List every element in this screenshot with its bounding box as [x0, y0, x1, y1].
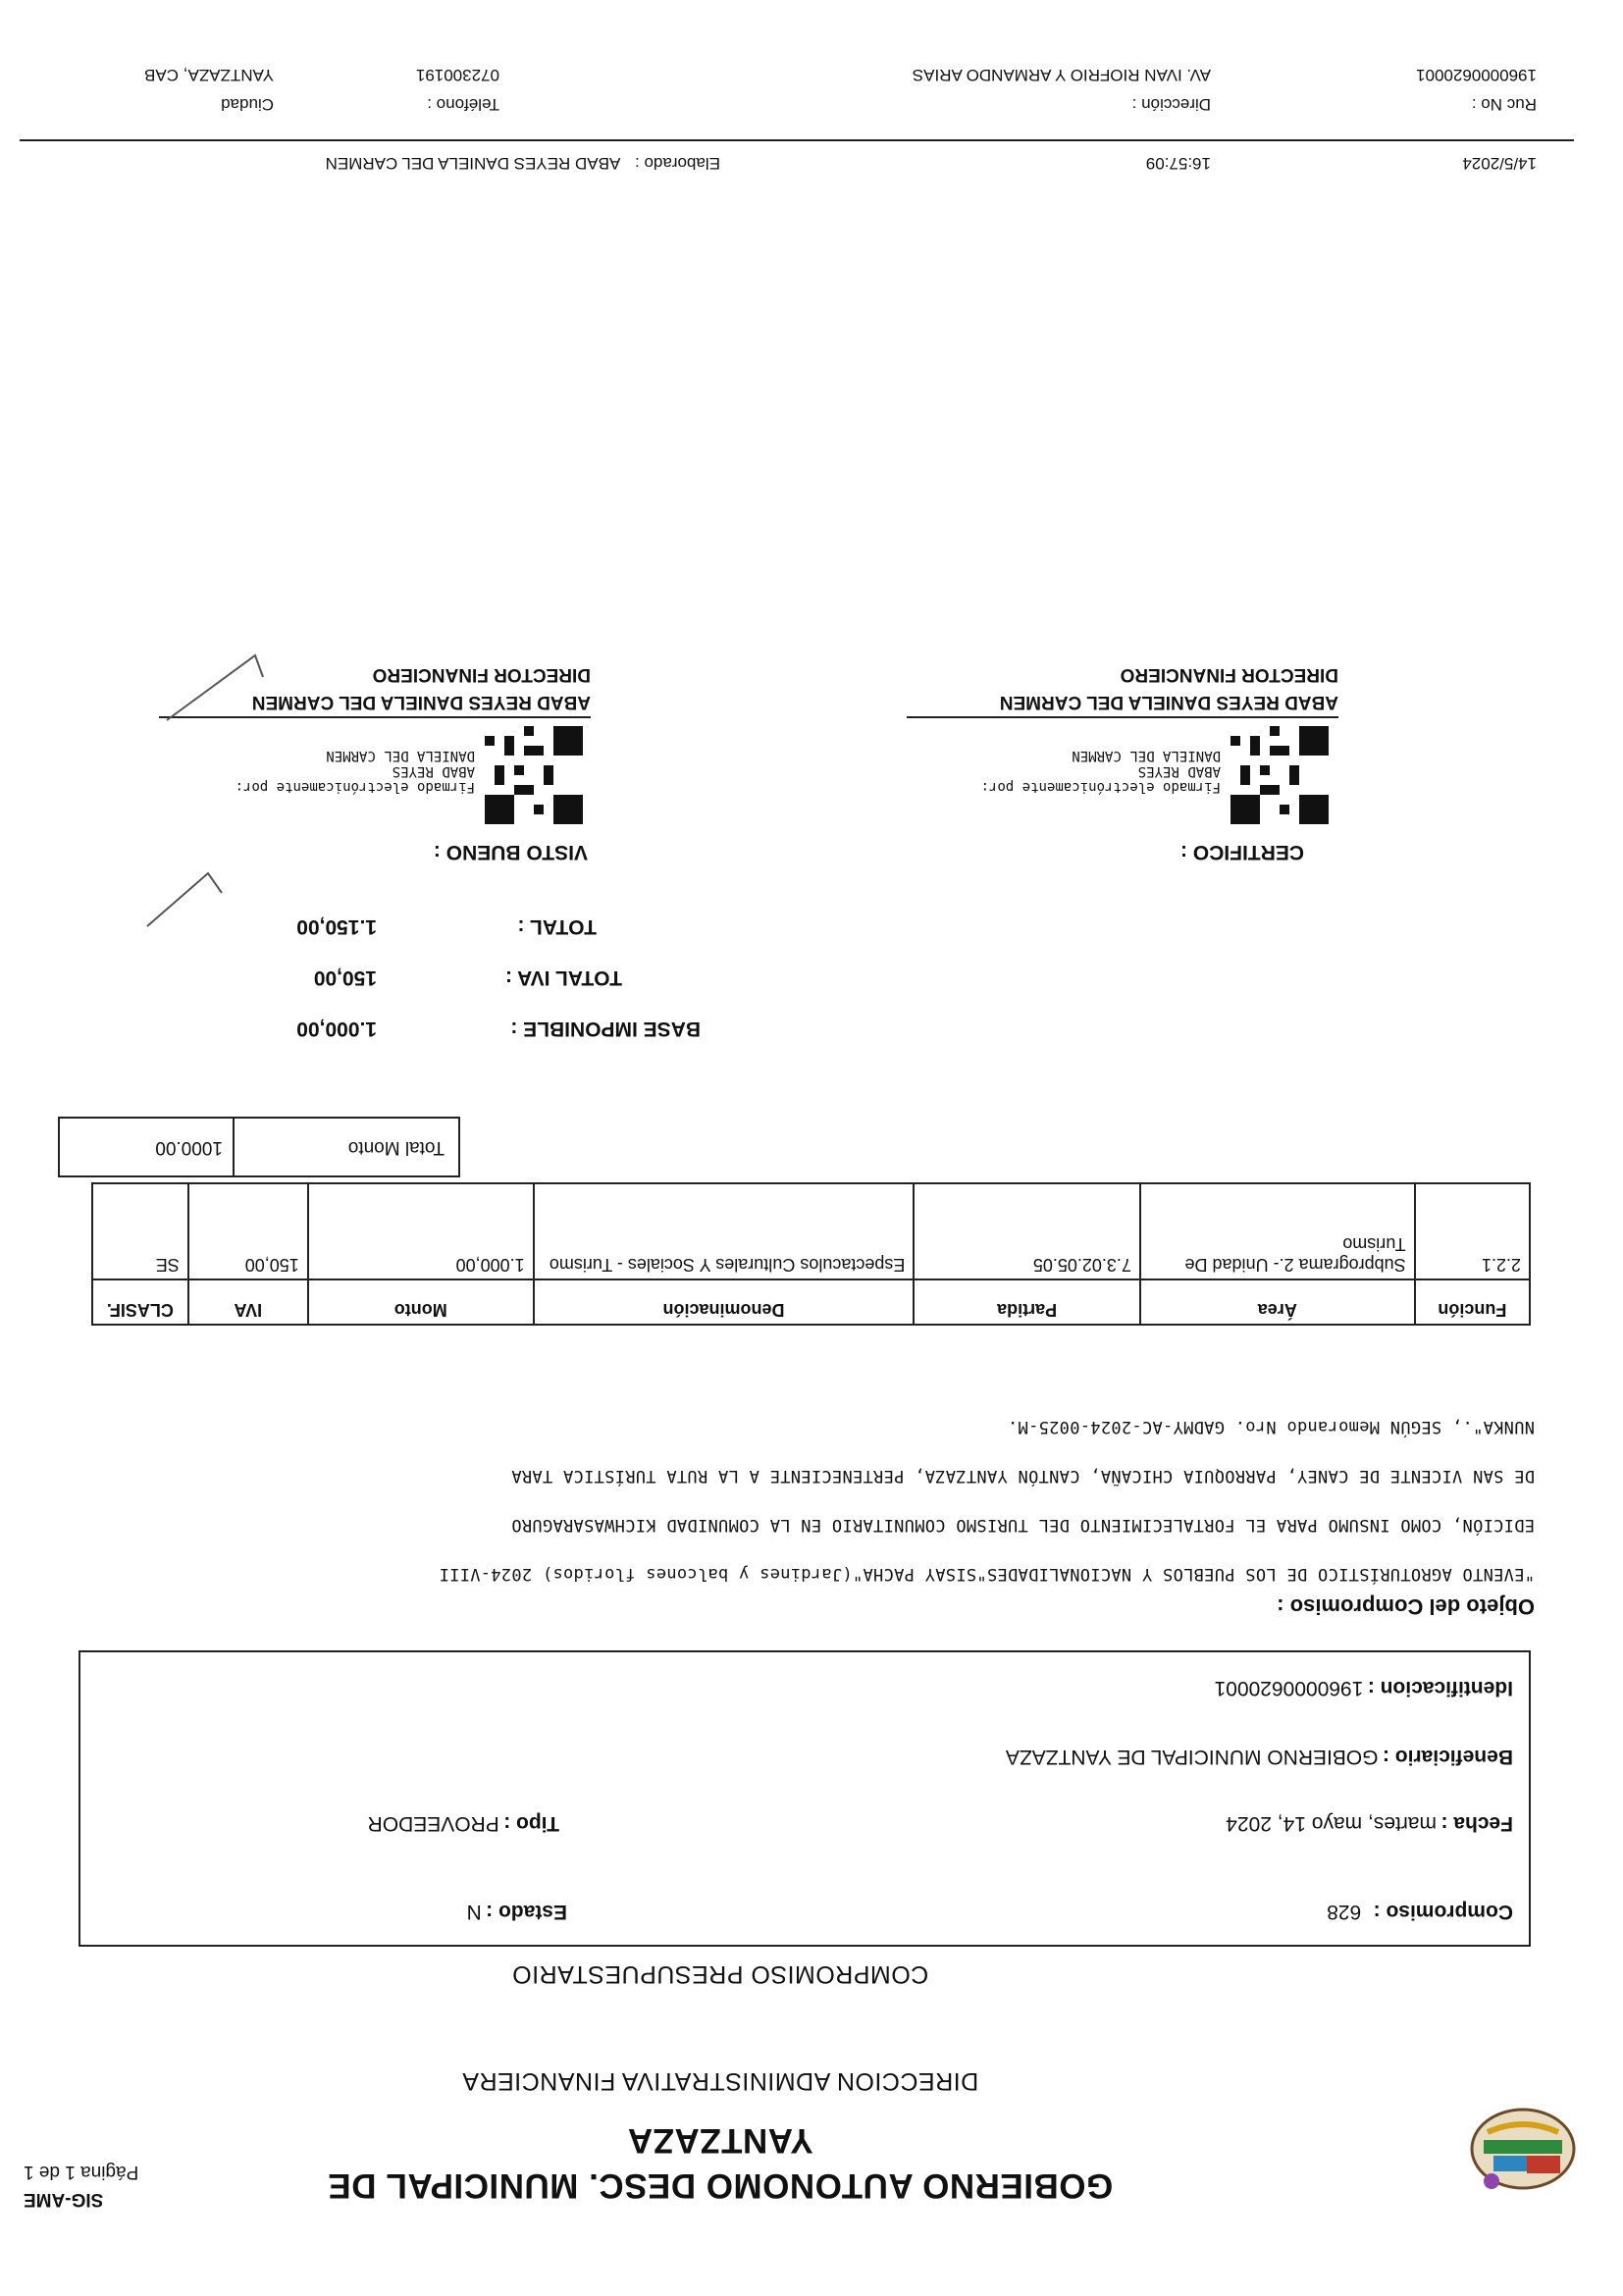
- telefono-value: 072300191: [415, 66, 499, 84]
- org-line-2: YANTZAZA: [627, 2121, 813, 2160]
- ruc-label: Ruc No :: [1471, 95, 1537, 114]
- objeto-line: EDICIÓN, COMO INSUMO PARA EL FORTALECIMIENTO DEL TURISMO COMUNITARIO EN LA COMUNIDAD KICHWASARAGURO: [511, 1515, 1535, 1535]
- ciudad-label: Ciudad: [221, 95, 274, 114]
- certifico-heading: CERTIFICO :: [1180, 841, 1304, 863]
- compromiso-field: Compromiso : 628: [1327, 1901, 1513, 1923]
- col-monto: Monto: [308, 1279, 534, 1325]
- base-imponible-label: BASE IMPONIBLE :: [510, 1018, 701, 1040]
- qr-signature-text: Firmado electrónicamente por: ABAD REYES DANIELA DEL CARMEN: [980, 748, 1221, 795]
- objeto-line: NUNKA"., SEGÚN Memorando Nro. GADMY-AC-2024-0025-M.: [1007, 1417, 1535, 1436]
- cell-denominacion: Espectaculos Culturales Y Sociales - Turismo: [534, 1183, 915, 1279]
- org-line-1: GOBIERNO AUTONOMO DESC. MUNICIPAL DE: [327, 2166, 1114, 2205]
- signer-role: DIRECTOR FINANCIERO: [1120, 664, 1338, 685]
- telefono-label: Teléfono :: [427, 95, 499, 114]
- budget-lines-table: [91, 1182, 1531, 1326]
- direccion-value: AV. IVAN RIOFRIO Y ARMANDO ARIAS: [912, 66, 1211, 84]
- cell-area: Subprograma 2.- Unidad De Turismo: [1140, 1183, 1415, 1279]
- total-monto-label: Total Monto: [347, 1137, 445, 1158]
- print-time: 16:57:09: [1145, 154, 1211, 173]
- document-title: COMPROMISO PRESUPUESTARIO: [511, 1960, 929, 1988]
- elaborado-field: Elaborado : ABAD REYES DANIELA DEL CARMEN: [325, 154, 720, 173]
- commitment-info-box: [79, 1650, 1531, 1947]
- handwritten-checkmark: [141, 844, 230, 932]
- cell-iva: 150,00: [188, 1183, 308, 1279]
- col-funcion: Función: [1415, 1279, 1530, 1325]
- beneficiario-field: Beneficiario : GOBIERNO MUNICIPAL DE YANTZAZA: [1005, 1746, 1513, 1768]
- objeto-line: DE SAN VICENTE DE CANEY, PARROQUIA CHICAÑA, CANTÓN YANTZAZA, PERTENECIENTE A LA RUTA TURÍSTICA TARA: [511, 1466, 1535, 1486]
- system-code: SIG-AME: [24, 2189, 104, 2210]
- department-name: DIRECCION ADMINISTRATIVA FINANCIERA: [461, 2067, 979, 2095]
- table-header-row: [92, 1279, 1530, 1325]
- total-monto-value: 1000.00: [155, 1137, 223, 1158]
- tipo-field: Tipo : PROVEEDOR: [367, 1812, 559, 1835]
- cell-clasif: SE: [92, 1183, 188, 1279]
- ciudad-value: YANTZAZA, CAB: [144, 66, 274, 84]
- estado-field: Estado : N: [466, 1901, 567, 1923]
- organization-name: [239, 2117, 1201, 2208]
- col-partida: Partida: [914, 1279, 1140, 1325]
- total-monto-divider: [233, 1119, 235, 1175]
- signature-line: [907, 716, 1338, 718]
- total-value: 1.150,00: [296, 915, 377, 938]
- certifico-signature-block: [907, 663, 1338, 718]
- qr-signature-text: Firmado electrónicamente por: ABAD REYES DANIELA DEL CARMEN: [235, 748, 475, 795]
- col-denominacion: Denominación: [534, 1279, 915, 1325]
- signer-name: ABAD REYES DANIELA DEL CARMEN: [999, 692, 1338, 712]
- total-iva-label: TOTAL IVA :: [505, 966, 622, 989]
- fecha-field: Fecha : martes, mayo 14, 2024: [1226, 1812, 1513, 1835]
- cell-monto: 1.000,00: [308, 1183, 534, 1279]
- objeto-heading: Objeto del Compromiso :: [1277, 1594, 1535, 1619]
- direccion-label: Dirección :: [1131, 95, 1211, 114]
- table-row: [92, 1183, 1530, 1279]
- base-imponible-value: 1.000,00: [296, 1018, 377, 1040]
- qr-code-icon: [1230, 726, 1329, 824]
- print-date: 14/5/2024: [1462, 154, 1537, 173]
- total-monto-box: [58, 1117, 460, 1177]
- cell-partida: 7.3.02.05.05: [914, 1183, 1140, 1279]
- signer-role: DIRECTOR FINANCIERO: [372, 664, 591, 685]
- footer-divider: [20, 139, 1574, 141]
- col-clasif: CLASIF.: [92, 1279, 188, 1325]
- signer-name: ABAD REYES DANIELA DEL CARMEN: [251, 692, 591, 712]
- total-label: TOTAL :: [517, 915, 597, 938]
- handwritten-checkmark: [161, 648, 269, 726]
- identificacion-field: Identificacion : 1960000620001: [1214, 1677, 1513, 1699]
- visto-bueno-heading: VISTO BUENO :: [433, 841, 588, 863]
- objeto-line: "EVENTO AGROTURÍSTICO DE LOS PUEBLOS Y NACIONALIDADES"SISAY PACHA"(Jardines y balcones floridos) 2024-VIII: [439, 1564, 1535, 1584]
- page-number: Página 1 de 1: [24, 2162, 139, 2182]
- qr-code-icon: [485, 726, 583, 824]
- ruc-value: 1960000620001: [1416, 66, 1537, 84]
- col-iva: IVA: [188, 1279, 308, 1325]
- total-iva-value: 150,00: [313, 966, 377, 989]
- cell-funcion: 2.2.1: [1415, 1183, 1530, 1279]
- col-area: Área: [1140, 1279, 1415, 1325]
- municipal-logo-icon: [1464, 2105, 1582, 2203]
